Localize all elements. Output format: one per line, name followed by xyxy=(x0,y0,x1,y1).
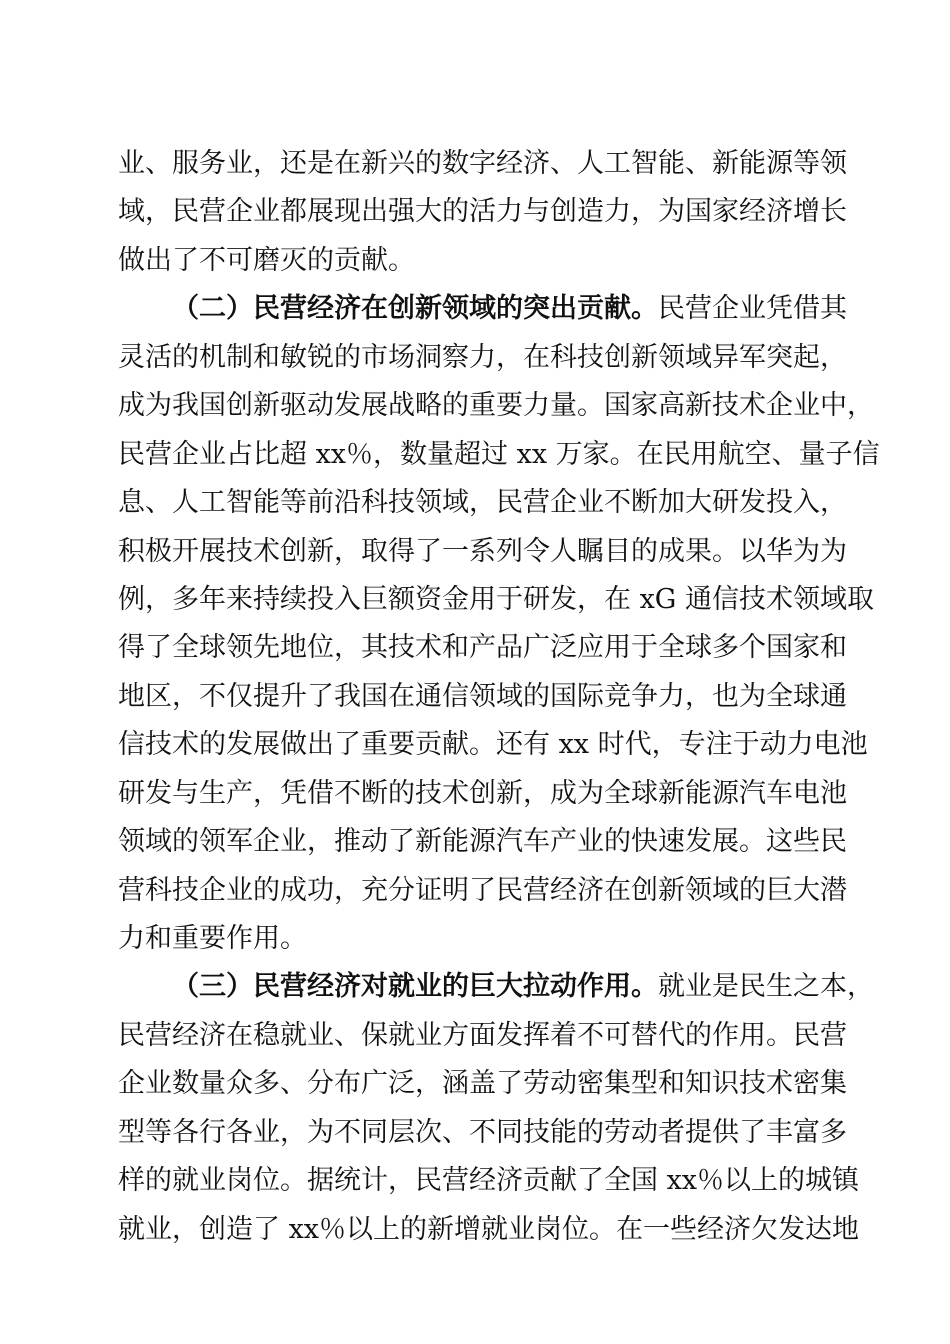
paragraph-line: 做出了不可磨灭的贡献。 xyxy=(118,244,415,276)
document-body xyxy=(118,140,880,1254)
paragraph-line: 业、服务业，还是在新兴的数字经济、人工智能、新能源等领 xyxy=(118,148,847,179)
paragraph-line: 力和重要作用。 xyxy=(118,923,307,954)
paragraph-line: 例，多年来持续投入巨额资金用于研发，在 xG 通信技术领域取 xyxy=(118,583,874,615)
paragraph-first-line xyxy=(118,963,874,1011)
paragraph-line: 民营经济在稳就业、保就业方面发挥着不可替代的作用。民营 xyxy=(118,1019,847,1051)
paragraph-line: 领域的领军企业，推动了新能源汽车产业的快速发展。这些民 xyxy=(118,826,847,858)
paragraph-text: 就业是民生之本， xyxy=(658,971,874,1003)
paragraph-text: 民营企业凭借其 xyxy=(658,293,847,325)
paragraph-line: 域，民营企业都展现出强大的活力与创造力，为国家经济增长 xyxy=(118,196,847,228)
paragraph-line: 样的就业岗位。据统计，民营经济贡献了全国 xx％以上的城镇 xyxy=(118,1165,860,1197)
paragraph-line: 积极开展技术创新，取得了一系列令人瞩目的成果。以华为为 xyxy=(118,535,847,567)
paragraph-line: 灵活的机制和敏锐的市场洞察力，在科技创新领域异军突起， xyxy=(118,341,847,373)
paragraph-line: 成为我国创新驱动发展战略的重要力量。国家高新技术企业中， xyxy=(118,390,874,422)
paragraph-line: 息、人工智能等前沿科技领域，民营企业不断加大研发投入， xyxy=(118,487,847,519)
section-heading-3: （三）民营经济对就业的巨大拉动作用。 xyxy=(172,971,658,1003)
paragraph-line: 研发与生产，凭借不断的技术创新，成为全球新能源汽车电池 xyxy=(118,777,847,809)
section-heading-2: （二）民营经济在创新领域的突出贡献。 xyxy=(172,293,658,325)
paragraph-first-line xyxy=(118,285,847,333)
paragraph-line: 地区，不仅提升了我国在通信领域的国际竞争力，也为全球通 xyxy=(118,680,847,712)
paragraph-line: 企业数量众多、分布广泛，涵盖了劳动密集型和知识技术密集 xyxy=(118,1068,847,1100)
paragraph-line: 民营企业占比超 xx％，数量超过 xx 万家。在民用航空、量子信 xyxy=(118,438,880,470)
paragraph-line: 信技术的发展做出了重要贡献。还有 xx 时代，专注于动力电池 xyxy=(118,729,868,761)
paragraph-line: 营科技企业的成功，充分证明了民营经济在创新领域的巨大潜 xyxy=(118,874,847,906)
paragraph-line: 型等各行各业，为不同层次、不同技能的劳动者提供了丰富多 xyxy=(118,1116,847,1148)
paragraph-line: 就业，创造了 xx％以上的新增就业岗位。在一些经济欠发达地 xyxy=(118,1213,860,1245)
paragraph-line: 得了全球领先地位，其技术和产品广泛应用于全球多个国家和 xyxy=(118,632,847,664)
